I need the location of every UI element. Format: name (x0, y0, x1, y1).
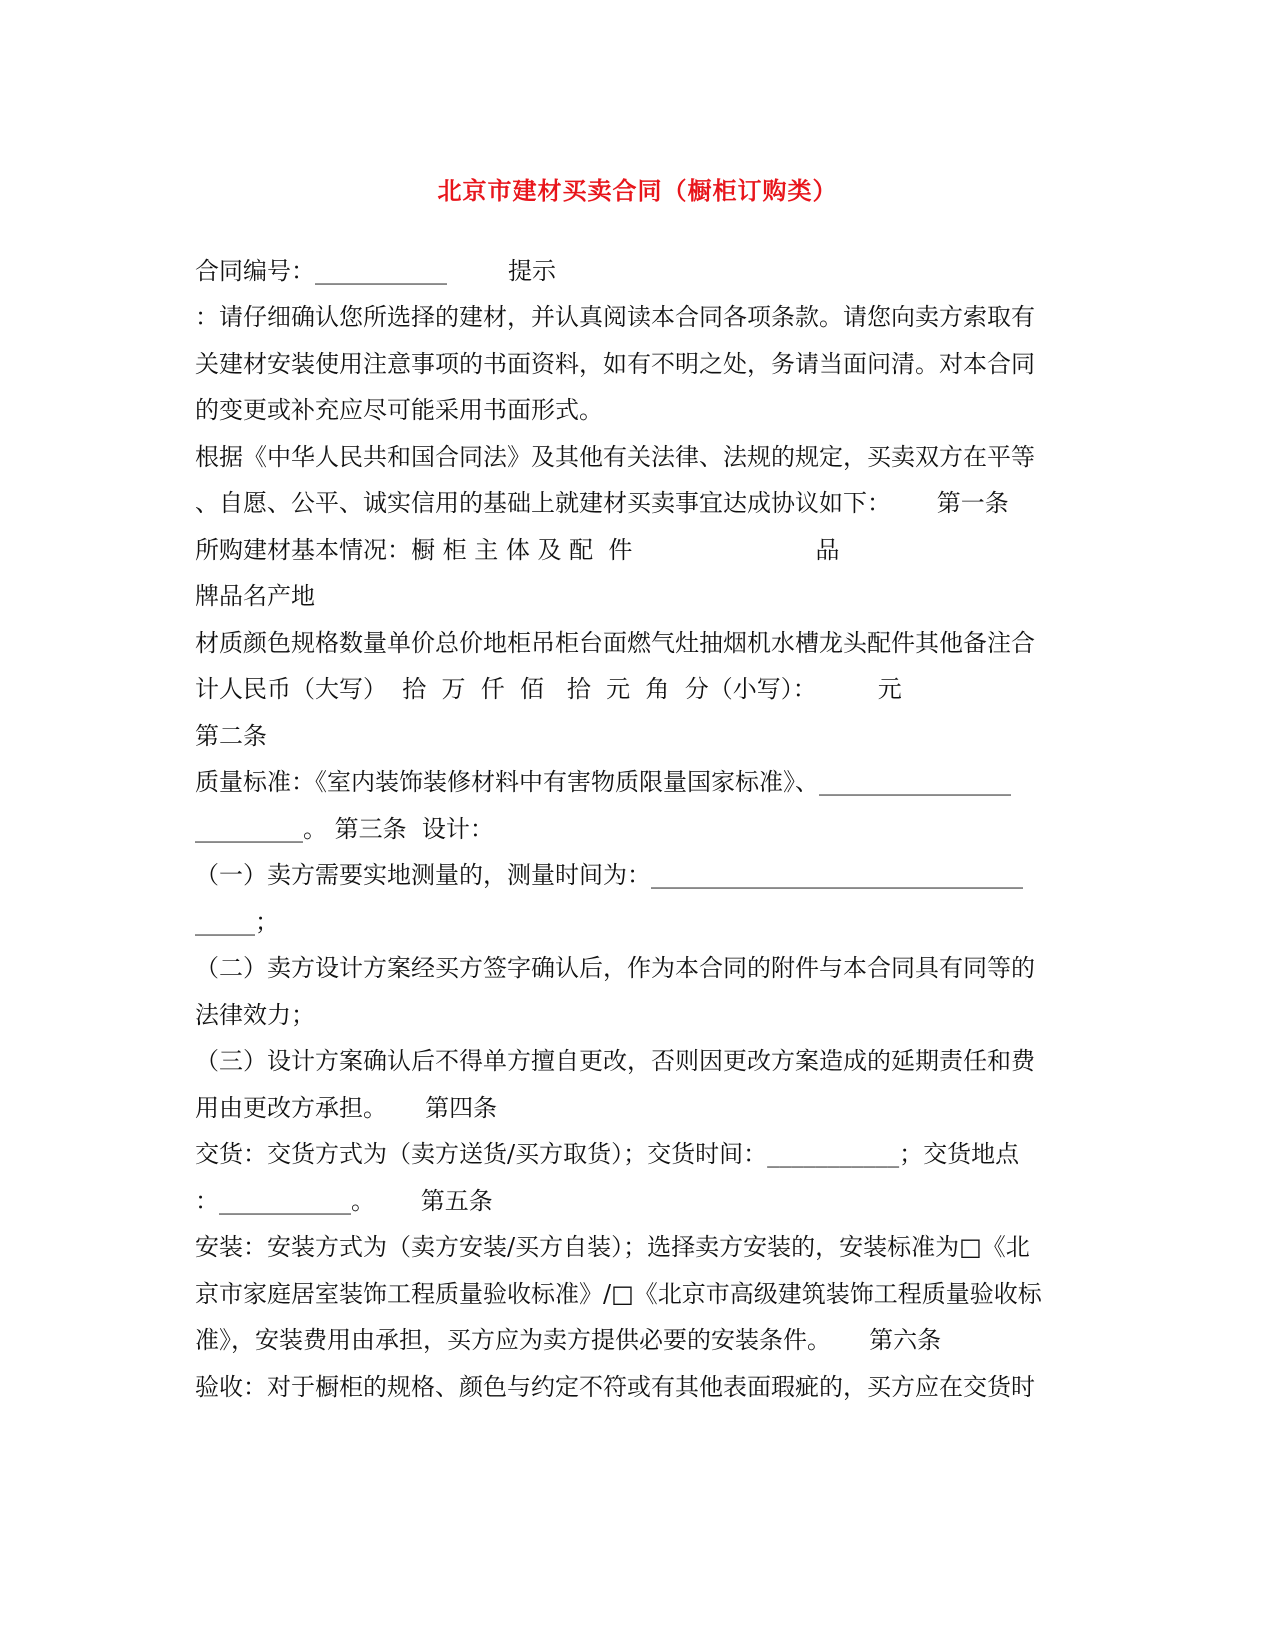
preamble-line-2: 、自愿、公平、诚实信用的基础上就建材买卖事宜达成协议如下： 第一条 (195, 489, 1009, 517)
article-3-item-1-line-2: _____； (195, 908, 279, 936)
article-2-heading: 第二条 (195, 722, 267, 750)
article-1-line-2: 牌品名产地 (195, 582, 315, 610)
notice-line-2: 关建材安装使用注意事项的书面资料，如有不明之处，务请当面问清。对本合同 (195, 350, 1035, 378)
article-1-line-4: 计人民币（大写） 拾 万 仟 佰 拾 元 角 分（小写）： 元 (195, 675, 902, 703)
article-3-item-3-line-1: （三）设计方案确认后不得单方擅自更改，否则因更改方案造成的延期责任和费 (195, 1047, 1035, 1075)
notice-line-1: ：请仔细确认您所选择的建材，并认真阅读本合同各项条款。请您向卖方索取有 (195, 303, 1035, 331)
article-3-item-3-line-2: 用由更改方承担。 第四条 (195, 1094, 498, 1122)
article-2-line-1: 质量标准：《室内装饰装修材料中有害物质限量国家标准》、________________ (195, 768, 1011, 796)
preamble-line-1: 根据《中华人民共和国合同法》及其他有关法律、法规的规定，买卖双方在平等 (195, 443, 1035, 471)
notice-line-3: 的变更或补充应尽可能采用书面形式。 (195, 396, 603, 424)
article-3-item-2-line-1: （二）卖方设计方案经买方签字确认后，作为本合同的附件与本合同具有同等的 (195, 954, 1035, 982)
article-4-line-2: ：___________。 第五条 (195, 1187, 493, 1215)
article-5-line-1: 安装：安装方式为（卖方安装/买方自装）；选择卖方安装的，安装标准为□《北 (195, 1233, 1030, 1261)
article-4-line-1: 交货：交货方式为（卖方送货/买方取货）；交货时间：___________；交货地点 (195, 1140, 1020, 1168)
article-5-line-3: 准》，安装费用由承担，买方应为卖方提供必要的安装条件。 第六条 (195, 1326, 942, 1354)
contract-title: 北京市建材买卖合同（橱柜订购类） (437, 176, 838, 205)
article-3-item-2-line-2: 法律效力； (195, 1001, 315, 1029)
article-5-line-2: 京市家庭居室装饰工程质量验收标准》/□《北京市高级建筑装饰工程质量验收标 (195, 1280, 1042, 1308)
article-6-line-1: 验收：对于橱柜的规格、颜色与约定不符或有其他表面瑕疵的，买方应在交货时 (195, 1373, 1035, 1401)
article-3-item-1-line-1: （一）卖方需要实地测量的，测量时间为：_______________________________ (195, 861, 1023, 889)
article-1-line-3: 材质颜色规格数量单价总价地柜吊柜台面燃气灶抽烟机水槽龙头配件其他备注合 (195, 629, 1035, 657)
article-2-line-2: _________。 第三条 设计： (195, 815, 494, 843)
article-1-line-1: 所购建材基本情况：橱 柜 主 体 及 配 件 品 (195, 536, 840, 564)
contract-number-line: 合同编号：___________ 提示 (195, 257, 557, 285)
